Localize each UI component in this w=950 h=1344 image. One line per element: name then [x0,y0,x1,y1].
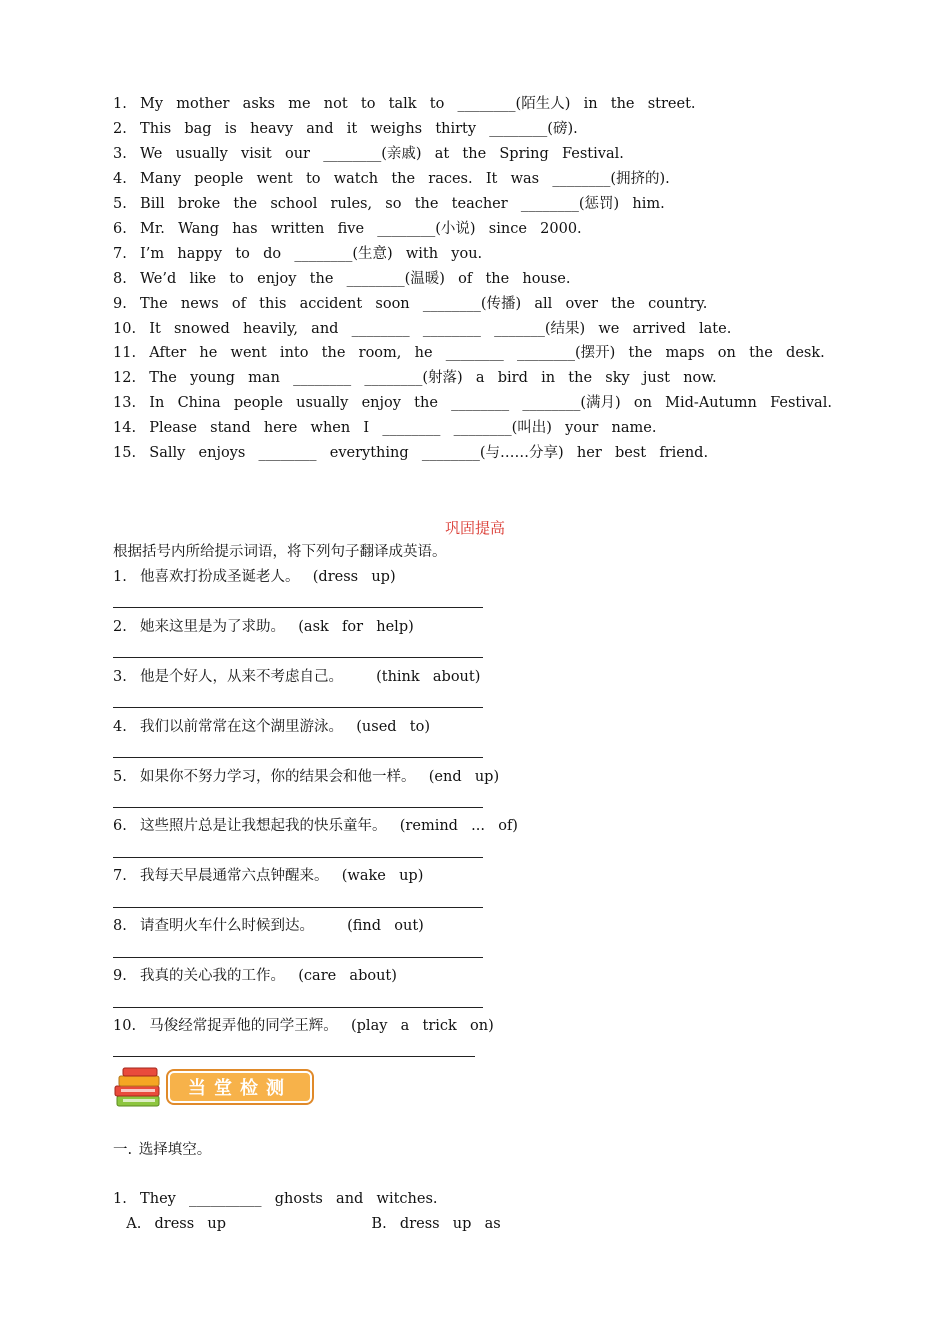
exercise-item: 13. In China people usually enjoy the ________ ________(满月) on Mid-Autumn Festival. [113,395,832,411]
exercise-item: 11. After he went into the room, he ________ ________(摆开) the maps on the desk. [113,345,825,361]
answer-line[interactable] [113,1007,483,1008]
translation-item: 8. 请查明火车什么时候到达。 (find out) [113,918,424,934]
exercise-item: 1. My mother asks me not to talk to ________(陌生人) in the street. [113,96,696,112]
translation-item: 2. 她来这里是为了求助。 (ask for help) [113,619,414,635]
translation-item: 10. 马俊经常捉弄他的同学王辉。 (play a trick on) [113,1018,494,1034]
answer-line[interactable] [113,807,483,808]
badge-label: 当堂检测 [168,1071,312,1103]
instruction-text: 根据括号内所给提示词语，将下列句子翻译成英语。 [113,544,447,560]
answer-line[interactable] [113,857,483,858]
section-badge [113,1066,313,1110]
exercise-item: 7. I’m happy to do ________(生意) with you. [113,246,483,262]
translation-item: 9. 我真的关心我的工作。 (care about) [113,968,397,984]
books-icon [113,1066,173,1112]
translation-item: 3. 他是个好人，从来不考虑自己。 (think about) [113,669,481,685]
translation-item: 6. 这些照片总是让我想起我的快乐童年。 (remind ... of) [113,818,518,834]
exercise-item: 8. We’d like to enjoy the ________(温暖) of the house. [113,271,571,287]
answer-line[interactable] [113,757,483,758]
question-stem: 1. They __________ ghosts and witches. [113,1191,438,1207]
answer-line[interactable] [113,707,483,708]
exercise-item: 15. Sally enjoys ________ everything ________(与……分享) her best friend. [113,445,709,461]
exercise-item: 2. This bag is heavy and it weighs thirty ________(磅). [113,121,578,137]
answer-line[interactable] [113,657,483,658]
answer-line[interactable] [113,957,483,958]
answer-line[interactable] [113,1056,475,1057]
exercise-item: 10. It snowed heavily, and ________ ________ _______(结果) we arrived late. [113,321,732,337]
exercise-item: 6. Mr. Wang has written five ________(小说) since 2000. [113,221,582,237]
exercise-item: 9. The news of this accident soon ________(传播) all over the country. [113,296,708,312]
exercise-item: 12. The young man ________ ________(射落) a bird in the sky just now. [113,370,717,386]
exercise-item: 3. We usually visit our ________(亲戚) at the Spring Festival. [113,146,624,162]
translation-item: 7. 我每天早晨通常六点钟醒来。 (wake up) [113,868,424,884]
exercise-item: 5. Bill broke the school rules, so the teacher ________(惩罚) him. [113,196,665,212]
answer-line[interactable] [113,607,483,608]
exercise-item: 4. Many people went to watch the races. It was ________(拥挤的). [113,171,670,187]
exercise-item: 14. Please stand here when I ________ ________(叫出) your name. [113,420,657,436]
translation-item: 4. 我们以前常常在这个湖里游泳。 (used to) [113,719,431,735]
section-title: 巩固提高 [444,519,505,537]
answer-line[interactable] [113,907,483,908]
question-options: A. dress up B. dress up as [113,1216,501,1232]
translation-item: 5. 如果你不努力学习，你的结果会和他一样。 (end up) [113,769,500,785]
part-heading: 一. 选择填空。 [113,1142,212,1158]
translation-item: 1. 他喜欢打扮成圣诞老人。 (dress up) [113,569,396,585]
